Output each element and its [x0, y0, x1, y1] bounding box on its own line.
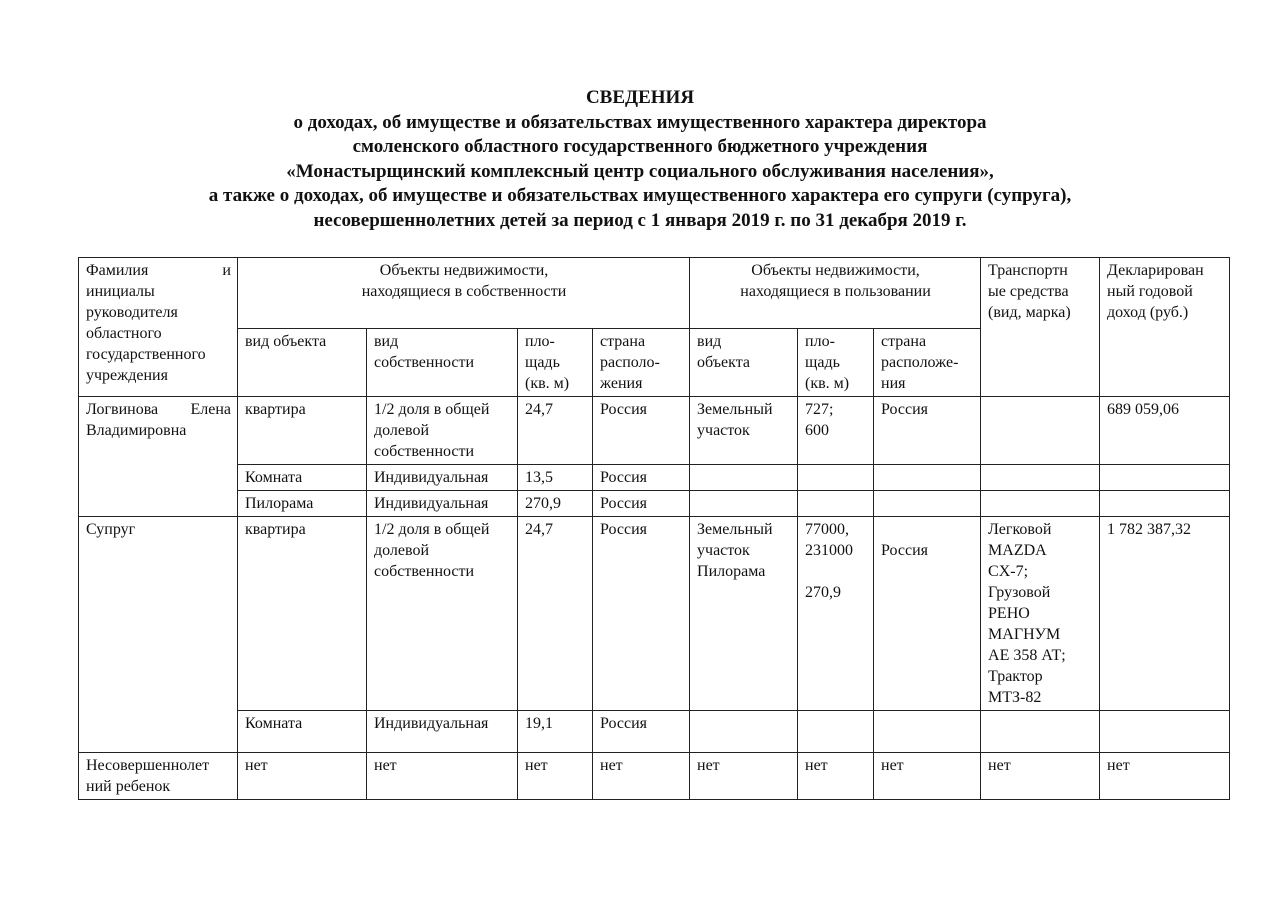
- header-text: (кв. м): [805, 375, 850, 392]
- header-text: страна: [881, 333, 927, 350]
- owned-kind-cell: Индивидуальная: [367, 465, 518, 491]
- empty-cell: [981, 711, 1100, 753]
- person-name: Логвинова Елена: [86, 401, 231, 418]
- table-row: [79, 491, 1230, 517]
- owned-kind-cell: Индивидуальная: [367, 491, 518, 517]
- document-title: СВЕДЕНИЯ: [585, 87, 695, 108]
- empty-cell: [798, 711, 874, 753]
- empty-cell: [874, 465, 981, 491]
- table-header-row: [79, 258, 1230, 329]
- owned-type-cell: Комната: [238, 465, 367, 491]
- header-owned-ownership: [367, 329, 518, 397]
- cell-text: МТЗ-82: [988, 689, 1042, 706]
- used-country-cell: нет: [874, 753, 981, 800]
- header-name-column: [79, 258, 238, 397]
- header-text: щадь: [805, 354, 840, 371]
- header-owned-area: [518, 329, 593, 397]
- cell-text: Легковой: [988, 521, 1052, 538]
- header-text: располо-: [600, 354, 660, 371]
- header-used-country: [874, 329, 981, 397]
- header-text: жения: [600, 375, 643, 392]
- subtitle-line: «Монастырщинский комплексный центр социального обслуживания населения»,: [286, 160, 994, 182]
- income-property-table: [78, 257, 1230, 800]
- header-text: щадь: [525, 354, 560, 371]
- used-country-cell: Россия: [874, 397, 981, 465]
- owned-area-cell: 19,1: [518, 711, 593, 753]
- cell-text: собственности: [374, 563, 475, 580]
- used-area-cell: [798, 397, 874, 465]
- cell-text: долевой: [374, 422, 430, 439]
- empty-cell: [1100, 711, 1230, 753]
- header-transport: [981, 258, 1100, 397]
- header-owned-type: [238, 329, 367, 397]
- empty-cell: [798, 465, 874, 491]
- header-text: Объекты недвижимости,: [751, 262, 920, 279]
- owned-kind-cell: [367, 517, 518, 711]
- cell-text: МАГНУМ: [988, 626, 1061, 643]
- header-owned-country: [593, 329, 690, 397]
- cell-text: собственности: [374, 443, 475, 460]
- header-text: находящиеся в пользовании: [740, 283, 931, 300]
- header-text: пло-: [805, 333, 835, 350]
- cell-text: 600: [805, 422, 830, 439]
- owned-area-cell: 24,7: [518, 517, 593, 711]
- owned-area-cell: 13,5: [518, 465, 593, 491]
- cell-text: 727;: [805, 401, 834, 418]
- person-name-cell: [79, 397, 238, 517]
- header-text: (вид, марка): [988, 304, 1071, 321]
- header-text: находящиеся в собственности: [361, 283, 567, 300]
- owned-country-cell: Россия: [593, 711, 690, 753]
- table-row: [79, 753, 1230, 800]
- owned-kind-cell: Индивидуальная: [367, 711, 518, 753]
- header-text: ые средства: [988, 283, 1069, 300]
- owned-type-cell: нет: [238, 753, 367, 800]
- person-name: Несовершеннолет: [86, 757, 210, 774]
- owned-kind-cell: [367, 397, 518, 465]
- cell-text: MAZDA: [988, 542, 1047, 559]
- header-text: ния: [881, 375, 906, 392]
- owned-country-cell: Россия: [593, 517, 690, 711]
- cell-text: 77000,: [805, 521, 850, 538]
- header-text: страна: [600, 333, 646, 350]
- owned-area-cell: нет: [518, 753, 593, 800]
- owned-kind-cell: нет: [367, 753, 518, 800]
- cell-text: 270,9: [805, 584, 842, 601]
- used-area-cell: нет: [798, 753, 874, 800]
- subtitle-line: смоленского областного государственного бюджетного учреждения: [352, 136, 928, 157]
- person-name: ний ребенок: [86, 778, 171, 795]
- used-country-cell: [874, 517, 981, 711]
- owned-type-cell: Пилорама: [238, 491, 367, 517]
- cell-text: Трактор: [988, 668, 1043, 685]
- empty-cell: [690, 491, 798, 517]
- subtitle-line: а также о доходах, об имуществе и обязательствах имущественного характера его супруги (супруга),: [208, 185, 1072, 206]
- cell-text: Пилорама: [697, 563, 766, 580]
- table-row: [79, 397, 1230, 465]
- owned-area-cell: 270,9: [518, 491, 593, 517]
- owned-area-cell: 24,7: [518, 397, 593, 465]
- cell-text: АЕ 358 АТ;: [988, 647, 1066, 664]
- cell-text: участок: [697, 422, 750, 439]
- transport-cell: [981, 517, 1100, 711]
- header-text: Транспортн: [988, 262, 1068, 279]
- header-text: объекта: [697, 354, 750, 371]
- owned-country-cell: Россия: [593, 491, 690, 517]
- owned-type-cell: квартира: [238, 397, 367, 465]
- income-cell: нет: [1100, 753, 1230, 800]
- header-used-area: [798, 329, 874, 397]
- empty-cell: [1100, 465, 1230, 491]
- owned-country-cell: Россия: [593, 465, 690, 491]
- used-type-cell: [690, 397, 798, 465]
- header-text: учреждения: [86, 367, 168, 384]
- header-text: доход (руб.): [1107, 304, 1189, 321]
- header-text: вид объекта: [245, 333, 327, 350]
- transport-cell: нет: [981, 753, 1100, 800]
- header-text: Фамилия и: [86, 262, 231, 279]
- header-text: ный годовой: [1107, 283, 1193, 300]
- empty-cell: [690, 711, 798, 753]
- empty-cell: [874, 711, 981, 753]
- header-used-type: [690, 329, 798, 397]
- cell-text: Россия: [881, 542, 929, 559]
- header-text: Объекты недвижимости,: [379, 262, 549, 279]
- empty-cell: [1100, 491, 1230, 517]
- cell-text: Грузовой: [988, 584, 1051, 601]
- header-owned-group: [238, 258, 690, 329]
- line-gap: [805, 561, 867, 582]
- cell-text: 1/2 доля в общей: [374, 401, 490, 418]
- header-text: руководителя: [86, 304, 178, 321]
- table-row: [79, 465, 1230, 491]
- header-text: пло-: [525, 333, 555, 350]
- owned-type-cell: квартира: [238, 517, 367, 711]
- header-text: Декларирован: [1107, 262, 1204, 279]
- cell-text: 231000: [805, 542, 854, 559]
- header-text: вид: [374, 333, 399, 350]
- used-area-cell: [798, 517, 874, 711]
- cell-text: CX-7;: [988, 563, 1029, 580]
- person-name: Владимировна: [86, 422, 187, 439]
- cell-text: долевой: [374, 542, 430, 559]
- header-text: областного: [86, 325, 162, 342]
- empty-cell: [874, 491, 981, 517]
- cell-text: Земельный: [697, 521, 773, 538]
- empty-cell: [981, 465, 1100, 491]
- header-income: [1100, 258, 1230, 397]
- document-heading: [0, 86, 1280, 233]
- owned-country-cell: Россия: [593, 397, 690, 465]
- header-used-group: [690, 258, 981, 329]
- table-row: [79, 711, 1230, 753]
- line-gap: [881, 519, 974, 540]
- empty-cell: [690, 465, 798, 491]
- person-name-cell: Супруг: [79, 517, 238, 753]
- empty-cell: [981, 491, 1100, 517]
- empty-cell: [798, 491, 874, 517]
- income-cell: 689 059,06: [1100, 397, 1230, 465]
- person-name-cell: [79, 753, 238, 800]
- header-text: государственного: [86, 346, 206, 363]
- used-type-cell: [690, 517, 798, 711]
- header-text: (кв. м): [525, 375, 570, 392]
- owned-type-cell: Комната: [238, 711, 367, 753]
- header-text: инициалы: [86, 283, 155, 300]
- cell-text: 1/2 доля в общей: [374, 521, 490, 538]
- owned-country-cell: нет: [593, 753, 690, 800]
- header-text: вид: [697, 333, 722, 350]
- table-row: [79, 517, 1230, 711]
- cell-text: Земельный: [697, 401, 773, 418]
- cell-text: участок: [697, 542, 750, 559]
- subtitle-line: о доходах, об имуществе и обязательствах имущественного характера директора: [293, 111, 987, 133]
- header-text: расположе-: [881, 354, 959, 371]
- subtitle-line: несовершеннолетних детей за период с 1 января 2019 г. по 31 декабря 2019 г.: [313, 209, 967, 231]
- header-text: собственности: [374, 354, 475, 371]
- cell-text: РЕНО: [988, 605, 1030, 622]
- used-type-cell: нет: [690, 753, 798, 800]
- transport-cell: [981, 397, 1100, 465]
- income-cell: 1 782 387,32: [1100, 517, 1230, 711]
